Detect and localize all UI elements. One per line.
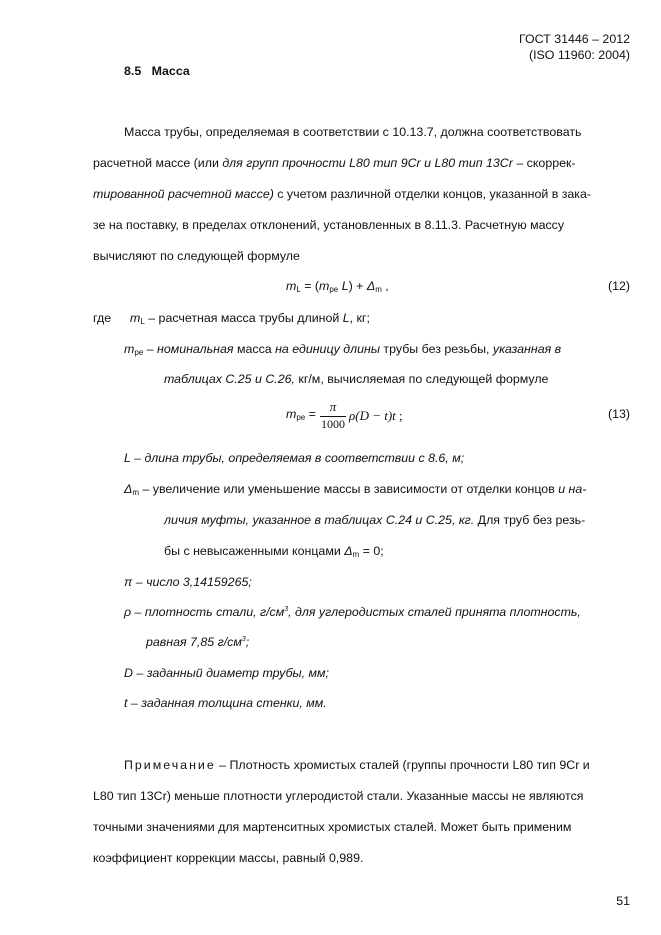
pi-definition: π – число 3,14159265; — [124, 575, 252, 589]
D-definition: D – заданный диаметр трубы, мм; — [124, 666, 329, 680]
equation-13-number: (13) — [607, 407, 630, 421]
where-label: где — [93, 311, 112, 325]
para1-line4: зе на поставку, в пределах отклонений, установленных в 8.11.3. Расчетную массу — [93, 218, 565, 232]
delta-definition-line2: личия муфты, указанное в таблицах С.24 и С.25, кг. Для труб без резь- — [164, 513, 586, 527]
note-line2: L80 тип 13Cr) меньше плотности углеродистой стали. Указанные массы не являются — [93, 789, 584, 803]
note-line3: точными значениями для мартенситных хромистых сталей. Может быть применим — [93, 820, 572, 834]
section-heading — [124, 64, 190, 78]
mpe-definition-line1: $m_{pe}$ – номинальная масса на единицу длины трубы без резьбы, указанная в — [124, 342, 562, 357]
equation-13-fraction — [320, 400, 346, 431]
note-line1: Примечание – Плотность хромистых сталей (группы прочности L80 тип 9Cr и — [124, 758, 590, 772]
t-definition: t – заданная толщина стенки, мм. — [124, 696, 327, 710]
para1-line3: тированной расчетной массе) с учетом различной отделки концов, указанной в зака- — [93, 187, 592, 201]
fraction-denominator: 1000 — [321, 417, 345, 431]
rho-definition-line2: равная 7,85 $г/см^3$; — [146, 635, 250, 649]
iso-reference: (ISO 11960: 2004) — [528, 48, 630, 62]
page-number: 51 — [616, 894, 630, 908]
para1-line1: Масса трубы, определяемая в соответствии с 10.13.7, должна соответствовать — [124, 125, 582, 139]
para1-line2: расчетной массе (или для групп прочности L80 тип 9Cr и L80 тип 13Cr – скоррек- — [93, 156, 576, 170]
equation-13-lhs: $m_{pe}$ = — [286, 407, 316, 422]
note-line4: коэффициент коррекции массы, равный 0,989. — [93, 851, 364, 865]
rho-definition-line1: ρ – плотность стали, $г/см^3$, для углеродистых сталей принята плотность, — [124, 605, 581, 619]
delta-definition-line3: бы с невысаженными концами $\Delta_m = 0$; — [164, 544, 384, 559]
mpe-definition-line2: таблицах С.25 и С.26, кг/м, вычисляемая по следующей формуле — [164, 372, 549, 386]
section-number: 8.5 — [124, 64, 142, 78]
L-definition: L – длина трубы, определяемая в соответствии с 8.6, м; — [124, 451, 465, 465]
mL-definition: $m_L$ – расчетная масса трубы длиной L, кг; — [130, 311, 370, 326]
fraction-numerator: π — [329, 399, 337, 414]
equation-12: $m_L = (m_{pe}$ $L) + \Delta_m$ , — [286, 279, 389, 294]
delta-definition-line1: $\Delta_m$ – увеличение или уменьшение массы в зависимости от отделки концов и на- — [124, 482, 587, 497]
equation-13-rhs: ρ(D − t)t ; — [349, 408, 403, 423]
section-title: Масса — [151, 64, 190, 78]
para1-line5: вычисляют по следующей формуле — [93, 249, 300, 263]
standard-code: ГОСТ 31446 – 2012 — [519, 32, 630, 46]
equation-12-number: (12) — [607, 279, 630, 293]
note-label: Примечание — [124, 758, 216, 772]
